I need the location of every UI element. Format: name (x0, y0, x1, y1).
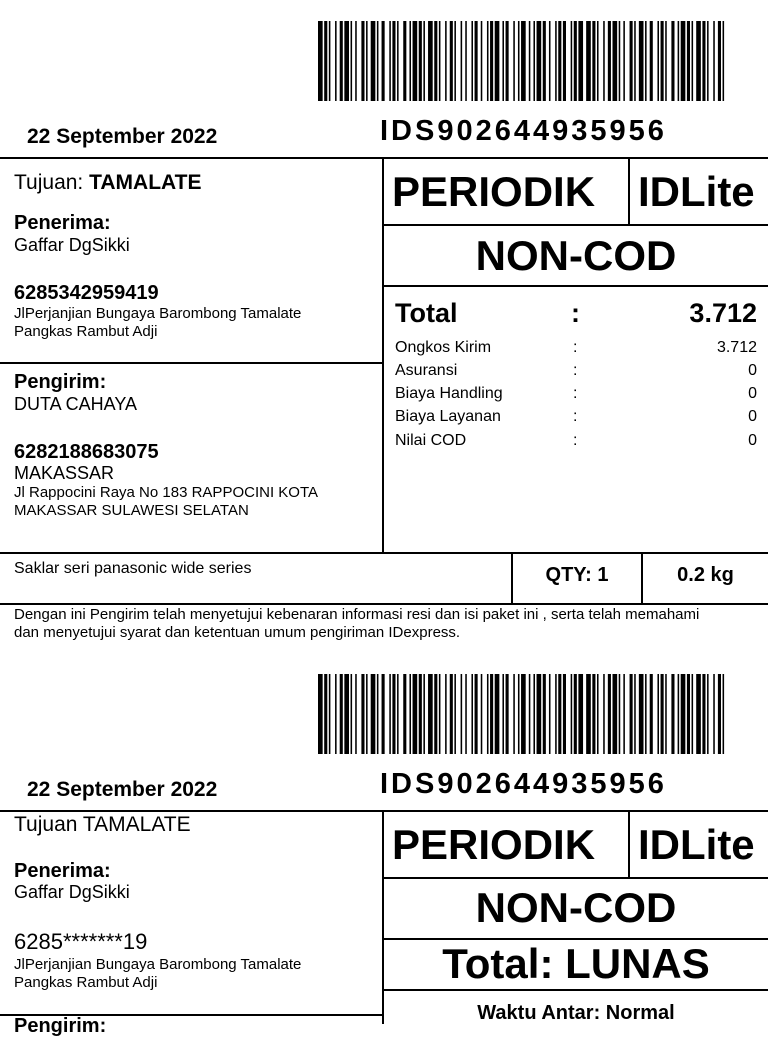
barcode-bar (634, 21, 636, 101)
product-type: IDLite (638, 168, 755, 215)
barcode-bar (613, 674, 618, 754)
barcode-bar (513, 674, 515, 754)
barcode-bar (409, 21, 411, 101)
barcode-bar (597, 674, 599, 754)
cod-status: NON-COD (475, 884, 677, 931)
barcode-bar (481, 674, 483, 754)
delivery-time: Waktu Antar: Normal (477, 1002, 675, 1024)
barcode-bar (533, 674, 535, 754)
barcode-bar (324, 674, 327, 754)
barcode-bar (490, 674, 493, 754)
barcode-bar (413, 674, 418, 754)
divider (0, 157, 768, 159)
divider (382, 157, 384, 553)
barcode-bar (434, 674, 437, 754)
barcode-bar (471, 21, 473, 101)
payment-status: Total: LUNAS (442, 940, 710, 987)
pengirim-label: Pengirim: (14, 371, 107, 393)
barcode-bar (555, 674, 557, 754)
barcode-bar (681, 674, 686, 754)
barcode-bar (619, 674, 621, 754)
barcode-bar (707, 21, 709, 101)
barcode-bar (518, 674, 520, 754)
barcode-bar (397, 674, 399, 754)
barcode-bar (355, 21, 357, 101)
barcode-bar (340, 21, 343, 101)
barcode-bar (671, 21, 674, 101)
barcode-bar (506, 674, 509, 754)
barcode-bar (366, 21, 368, 101)
barcode-bar (645, 21, 647, 101)
barcode-bar (465, 21, 467, 101)
barcode-bar (558, 21, 561, 101)
barcode-bar (461, 674, 463, 754)
disclaimer (14, 606, 699, 642)
fee-label: Biaya Layanan (395, 408, 501, 425)
fee-label: Ongkos Kirim (395, 339, 492, 356)
barcode-bar (571, 674, 573, 754)
barcode-bar (555, 21, 557, 101)
barcode-bar (592, 21, 595, 101)
barcode-bar (543, 674, 546, 754)
barcode-bar (529, 674, 531, 754)
barcode-bar (630, 21, 633, 101)
barcode-bar (361, 21, 364, 101)
barcode-bar (439, 21, 441, 101)
fee-value: 3.712 (716, 339, 757, 356)
barcode-bar (487, 21, 489, 101)
tujuan-city: TAMALATE (89, 171, 202, 194)
barcode-bar (445, 21, 447, 101)
barcode-bar (389, 21, 391, 101)
barcode-bar (665, 674, 667, 754)
total-label: Total (395, 298, 458, 328)
barcode-bar (603, 21, 605, 101)
divider (0, 810, 768, 812)
barcode-bar (428, 21, 433, 101)
barcode-bar (657, 21, 659, 101)
penerima-address (14, 305, 301, 341)
service-type: PERIODIK (392, 168, 596, 215)
pengirim-name: DUTA CAHAYA (14, 394, 138, 414)
fee-label: Asuransi (395, 362, 458, 379)
barcode-bar (537, 674, 542, 754)
barcode-bar (678, 674, 680, 754)
fee-label: Biaya Handling (395, 385, 503, 402)
barcode-bar (707, 674, 709, 754)
barcode-bar (335, 674, 337, 754)
cod-status: NON-COD (475, 232, 677, 279)
barcode-bar (502, 674, 504, 754)
barcode-bar (450, 674, 453, 754)
barcode-bar (428, 674, 433, 754)
tujuan-line: Tujuan TAMALATE (14, 813, 191, 836)
address-line: Jl Rappocini Raya No 183 RAPPOCINI KOTA (14, 484, 319, 501)
barcode-bar (495, 674, 500, 754)
barcode-bar (409, 674, 411, 754)
barcode-bar (419, 21, 422, 101)
barcode-bar (696, 674, 701, 754)
barcode-bar (340, 674, 343, 754)
barcode-bar (603, 674, 605, 754)
barcode-bar (630, 674, 633, 754)
barcode-bar (318, 674, 323, 754)
barcode-bar (574, 674, 577, 754)
barcode-bar (344, 21, 349, 101)
barcode-bar (366, 674, 368, 754)
barcode-bar (661, 674, 664, 754)
barcode-bar (533, 21, 535, 101)
barcode-bar (571, 21, 573, 101)
barcode-bar (692, 21, 694, 101)
barcode-bar (475, 674, 478, 754)
barcode-bar (574, 21, 577, 101)
barcode-bar (678, 21, 680, 101)
barcode-bar (623, 674, 625, 754)
fee-value: 0 (748, 362, 757, 379)
barcode-bar (403, 674, 406, 754)
barcode-bar (377, 674, 379, 754)
address-line: Pangkas Rambut Adji (14, 974, 158, 991)
fee-separator: : (573, 385, 578, 402)
barcode-bar (702, 21, 705, 101)
weight: 0.2 kg (677, 564, 734, 586)
barcode-bar (329, 21, 331, 101)
barcode-bar (687, 21, 690, 101)
barcode-bar (329, 674, 331, 754)
barcode-bar (471, 674, 473, 754)
barcode-bar (718, 674, 721, 754)
barcode-bar (377, 21, 379, 101)
barcode-bar (639, 674, 644, 754)
barcode-bar (608, 674, 611, 754)
divider (382, 224, 768, 226)
barcode-bar (371, 21, 376, 101)
total-row (395, 298, 757, 330)
barcode-bar (634, 674, 636, 754)
barcode-bar (389, 674, 391, 754)
barcode-bar (392, 674, 395, 754)
divider (0, 552, 768, 554)
penerima-name: Gaffar DgSikki (14, 882, 130, 902)
address-line: MAKASSAR SULAWESI SELATAN (14, 502, 249, 519)
barcode-bar (650, 21, 653, 101)
barcode-bar (650, 674, 653, 754)
barcode-bar (623, 21, 625, 101)
pengirim-address (14, 484, 318, 520)
barcode-bar (502, 21, 504, 101)
barcode-bar (521, 21, 526, 101)
barcode-bar (549, 674, 551, 754)
total-separator: : (571, 298, 580, 328)
barcode-bar (450, 21, 453, 101)
barcode-bar (419, 674, 422, 754)
barcode-bar (355, 674, 357, 754)
barcode-bar (613, 21, 618, 101)
barcode-bar (549, 21, 551, 101)
tujuan-prefix: Tujuan: (14, 171, 84, 194)
barcode-bar (324, 21, 327, 101)
barcode-bar (513, 21, 515, 101)
barcode-bar (578, 21, 583, 101)
barcode-bar (558, 674, 561, 754)
barcode-bar (318, 21, 323, 101)
penerima-label: Penerima: (14, 212, 111, 234)
barcode-bar (344, 674, 349, 754)
divider (628, 157, 630, 225)
divider (0, 603, 768, 605)
barcode-bar (578, 674, 583, 754)
barcode-bar (506, 21, 509, 101)
barcode-bar (696, 21, 701, 101)
barcode-bar (723, 21, 725, 101)
barcode-bar (521, 674, 526, 754)
barcode-bar (423, 21, 425, 101)
barcode-bar (563, 21, 566, 101)
shipment-barcode (318, 21, 726, 101)
barcode-bar (487, 674, 489, 754)
address-line: JlPerjanjian Bungaya Barombong Tamalate (14, 956, 302, 973)
barcode-bar (687, 674, 690, 754)
barcode-bar (445, 674, 447, 754)
barcode-bar (563, 674, 566, 754)
barcode-bar (461, 21, 463, 101)
barcode-bar (413, 21, 418, 101)
divider (382, 989, 768, 991)
barcode-bar (592, 674, 595, 754)
barcode-bar (586, 674, 591, 754)
barcode-bar (597, 21, 599, 101)
barcode-bar (481, 21, 483, 101)
barcode-bar (397, 21, 399, 101)
barcode-bar (681, 21, 686, 101)
barcode-bar (392, 21, 395, 101)
penerima-phone: 6285342959419 (14, 282, 159, 304)
tujuan-line (14, 171, 201, 195)
barcode-bar (454, 674, 456, 754)
barcode-bar (537, 21, 542, 101)
fee-label: Nilai COD (395, 432, 467, 449)
shipment-barcode (318, 674, 726, 754)
fee-separator: : (573, 362, 578, 379)
barcode-bar (434, 21, 437, 101)
barcode-bar (645, 674, 647, 754)
fee-value: 0 (748, 385, 757, 402)
barcode-bar (371, 674, 376, 754)
barcode-bar (454, 21, 456, 101)
divider (382, 285, 768, 287)
total-value: 3.712 (689, 298, 757, 328)
divider (628, 810, 630, 878)
fee-separator: : (573, 408, 578, 425)
barcode-bar (518, 21, 520, 101)
barcode-bar (439, 674, 441, 754)
item-description: Saklar seri panasonic wide series (14, 560, 252, 577)
barcode-bar (661, 21, 664, 101)
barcode-bar (619, 21, 621, 101)
barcode-bar (351, 674, 353, 754)
address-line: Pangkas Rambut Adji (14, 323, 158, 340)
barcode-bar (423, 674, 425, 754)
barcode-bar (382, 674, 385, 754)
awb-number: IDS902644935956 (380, 115, 667, 147)
barcode-bar (639, 21, 644, 101)
disclaimer-line: Dengan ini Pengirim telah menyetujui kebenaran informasi resi dan isi paket ini , serta telah memahami (14, 606, 700, 623)
address-line: JlPerjanjian Bungaya Barombong Tamalate (14, 305, 302, 322)
barcode-bar (351, 21, 353, 101)
barcode-bar (713, 21, 715, 101)
barcode-bar (586, 21, 591, 101)
barcode-bar (403, 21, 406, 101)
fee-value: 0 (748, 432, 757, 449)
penerima-address (14, 956, 301, 992)
barcode-bar (335, 21, 337, 101)
fee-value: 0 (748, 408, 757, 425)
barcode-bar (723, 674, 725, 754)
barcode-bar (475, 21, 478, 101)
penerima-phone: 6285*******19 (14, 929, 148, 954)
barcode-bar (665, 21, 667, 101)
ship-date: 22 September 2022 (27, 125, 218, 148)
barcode-bar (718, 21, 721, 101)
barcode-bar (529, 21, 531, 101)
barcode-bar (543, 21, 546, 101)
barcode-bar (713, 674, 715, 754)
fee-separator: : (573, 432, 578, 449)
barcode-bar (490, 21, 493, 101)
product-type: IDLite (638, 821, 755, 868)
penerima-name: Gaffar DgSikki (14, 235, 130, 255)
barcode-bar (671, 674, 674, 754)
pengirim-label: Pengirim: (14, 1015, 107, 1037)
fee-separator: : (573, 339, 578, 356)
barcode-bar (702, 674, 705, 754)
quantity: QTY: 1 (545, 564, 609, 586)
divider (382, 877, 768, 879)
pengirim-city: MAKASSAR (14, 463, 115, 483)
barcode-bar (361, 674, 364, 754)
ship-date: 22 September 2022 (27, 778, 218, 801)
awb-number: IDS902644935956 (380, 768, 667, 800)
barcode-bar (382, 21, 385, 101)
barcode-bar (495, 21, 500, 101)
penerima-label: Penerima: (14, 860, 111, 882)
barcode-bar (657, 674, 659, 754)
barcode-bar (465, 674, 467, 754)
pengirim-phone: 6282188683075 (14, 441, 159, 463)
disclaimer-line: dan menyetujui syarat dan ketentuan umum pengiriman IDexpress. (14, 624, 461, 641)
barcode-bar (692, 674, 694, 754)
barcode-bar (608, 21, 611, 101)
divider (0, 362, 383, 364)
service-type: PERIODIK (392, 821, 596, 868)
